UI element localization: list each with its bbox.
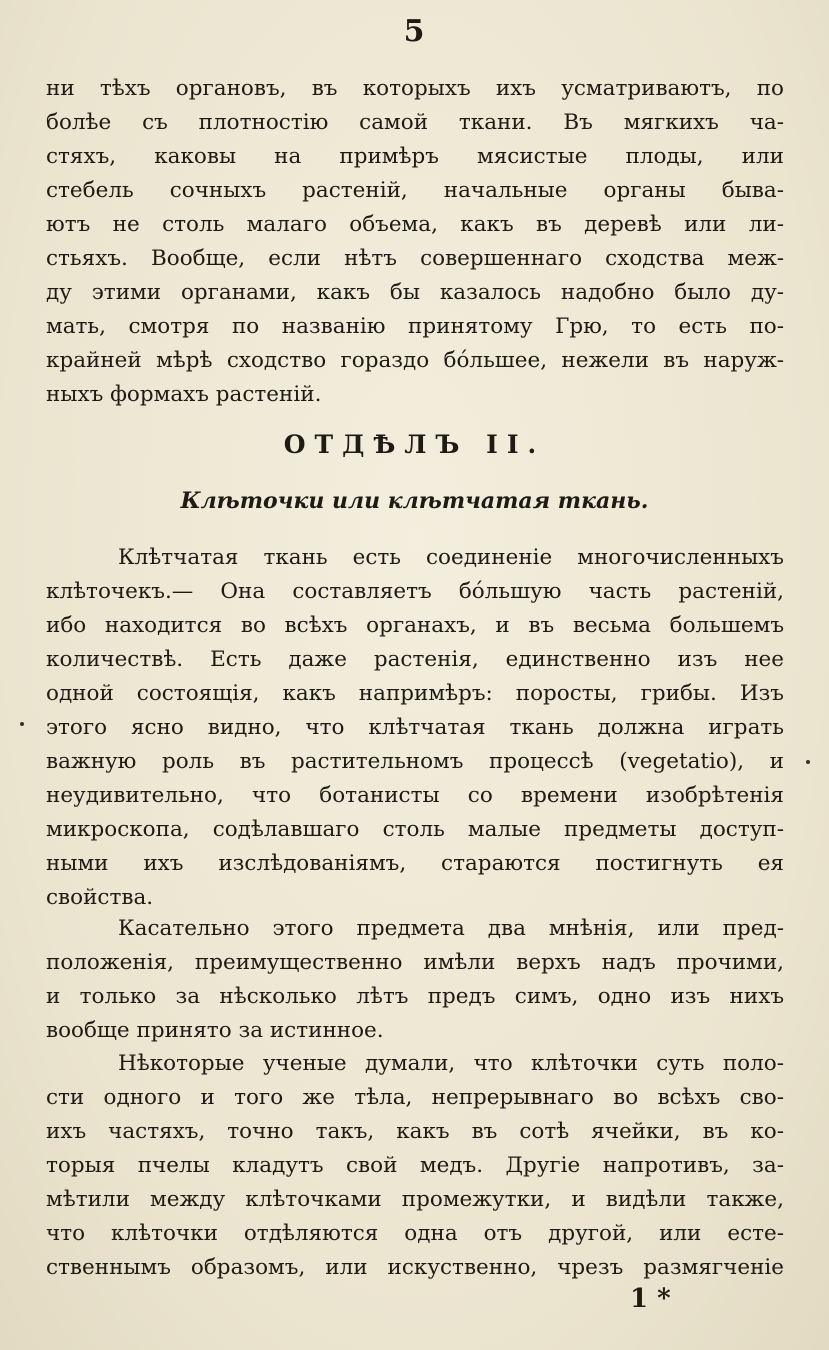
text-line: этого ясно видно, что клѣтчатая ткань должна играть	[46, 715, 784, 740]
text-line: ни тѣхъ органовъ, въ которыхъ ихъ усматриваютъ, по	[46, 76, 784, 101]
text-line: стьяхъ. Вообще, если нѣтъ совершеннаго сходства меж-	[46, 246, 784, 271]
text-line: положенія, преимущественно имѣли верхъ надъ прочими,	[46, 950, 784, 975]
section-heading: ОТДѢЛЪ II.	[283, 430, 546, 459]
text-line: неудивительно, что ботанисты со времени изобрѣтенія	[46, 783, 784, 808]
text-line: ихъ частяхъ, точно такъ, какъ въ сотѣ ячейки, въ ко-	[46, 1119, 784, 1144]
page-number: 5	[403, 14, 426, 49]
text-line: стяхъ, каковы на примѣръ мясистые плоды, или	[46, 144, 784, 169]
text-line: микроскопа, содѣлавшаго столь малые предметы доступ-	[46, 817, 784, 842]
text-line: что клѣточки отдѣляются одна отъ другой, или есте-	[46, 1221, 784, 1246]
text-line: и только за нѣсколько лѣтъ предъ симъ, одно изъ нихъ	[46, 984, 784, 1009]
text-line: ными ихъ изслѣдованіямъ, стараются постигнуть ея	[46, 851, 784, 876]
text-line: мать, смотря по названію принятому Грю, то есть по-	[46, 314, 784, 339]
signature-mark: 1 *	[630, 1284, 671, 1314]
text-line: ибо находится во всѣхъ органахъ, и въ весьма большемъ	[46, 613, 784, 638]
text-line: сти одного и того же тѣла, непрерывнаго во всѣхъ сво-	[46, 1085, 784, 1110]
text-line: Касательно этого предмета два мнѣнія, или пред-	[118, 916, 784, 941]
text-line: Клѣтчатая ткань есть соединеніе многочисленныхъ	[118, 545, 784, 570]
section-subtitle: Клѣточки или клѣтчатая ткань.	[180, 488, 649, 514]
text-line: ныхъ формахъ растеній.	[46, 382, 322, 407]
text-line: вообще принято за истинное.	[46, 1018, 384, 1043]
text-line: ду этими органами, какъ бы казалось надобно было ду-	[46, 280, 784, 305]
text-line: мѣтили между клѣточками промежутки, и видѣли также,	[46, 1187, 784, 1212]
text-line: стебель сочныхъ растеній, начальные органы быва-	[46, 178, 784, 203]
text-line: ственнымъ образомъ, или искуственно, чрезъ размягченіе	[46, 1255, 784, 1280]
text-line: ютъ не столь малаго объема, какъ въ деревѣ или ли-	[46, 212, 784, 237]
text-line: Нѣкоторые ученые думали, что клѣточки суть поло-	[118, 1051, 784, 1076]
text-line: важную роль въ растительномъ процессѣ (vegetatio), и	[46, 749, 784, 774]
ink-speck	[20, 722, 24, 726]
ink-speck	[806, 760, 810, 764]
text-line: торыя пчелы кладутъ свой медъ. Другіе напротивъ, за-	[46, 1153, 784, 1178]
text-line: свойства.	[46, 885, 154, 910]
text-line: одной состоящія, какъ напримѣръ: поросты, грибы. Изъ	[46, 681, 784, 706]
text-line: количествѣ. Есть даже растенія, единственно изъ нее	[46, 647, 784, 672]
text-line: болѣе съ плотностію самой ткани. Въ мягкихъ ча-	[46, 110, 784, 135]
text-line: крайней мѣрѣ сходство гораздо бо́льшее, нежели въ наруж-	[46, 348, 784, 373]
text-line: клѣточекъ.— Она составляетъ бо́льшую часть растеній,	[46, 579, 784, 604]
